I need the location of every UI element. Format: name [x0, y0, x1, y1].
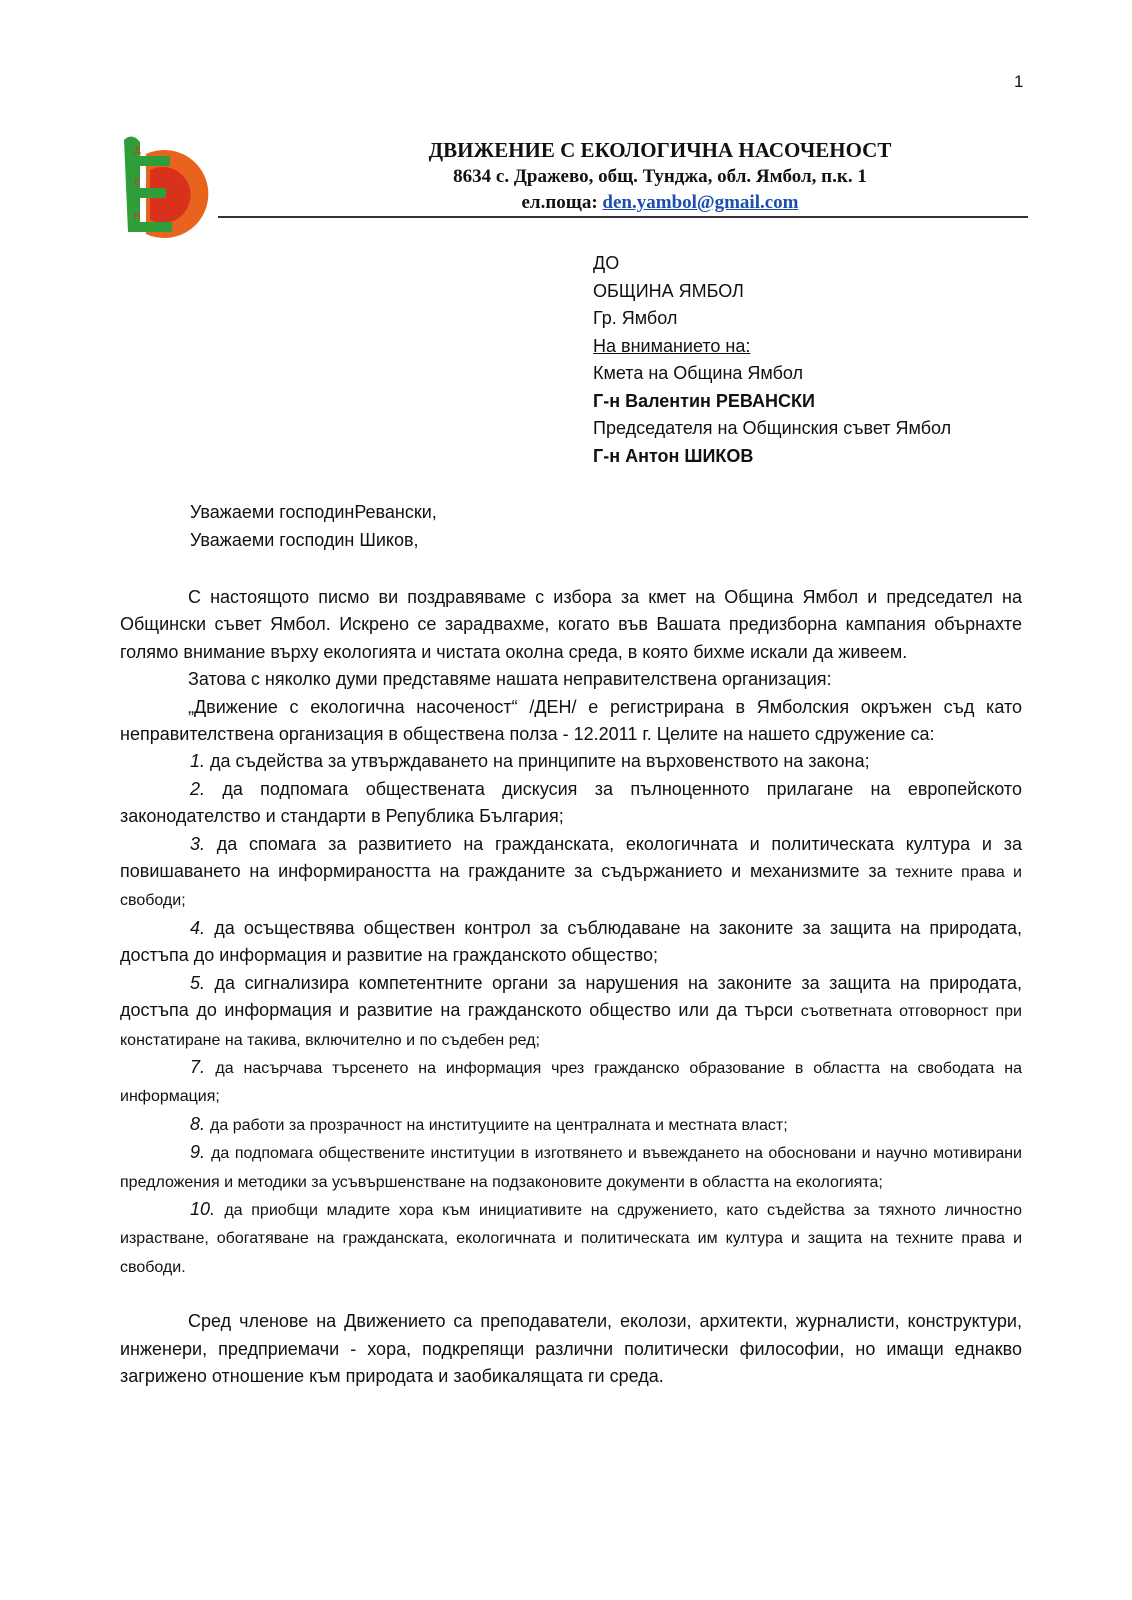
goal-text: да насърчава търсенето на информация чрез гражданско образование в областта на свободата на информация;	[120, 1059, 1022, 1106]
letterhead	[218, 136, 1028, 216]
organization-address: 8634 с. Дражево, общ. Тунджа, обл. Ямбол, п.к. 1	[453, 166, 867, 187]
registration-paragraph: „Движение с екологична насоченост“ /ДЕН/ е регистрирана в Ямболския окръжен съд като неправителствена организация в обществена полза - 12.2011 г. Целите на нашето сдружение са:	[120, 696, 1022, 745]
logo-letter-n: Н	[134, 212, 141, 222]
salutation-line: Уважаеми господин Шиков,	[190, 530, 419, 550]
recipient-chair-name: Г-н Антон ШИКОВ	[593, 445, 754, 466]
goal-item	[120, 915, 1022, 970]
goal-text: да подпомага обществената дискусия за пълноценното прилагане на европейското законодателство и стандарти в Република България;	[120, 778, 1022, 827]
goal-number: 2.	[190, 778, 206, 799]
recipient-city: Гр. Ямбол	[593, 308, 678, 328]
goal-item	[120, 970, 1022, 1054]
goal-text: да подпомага обществените институции в изготвянето и въвеждането на обосновани и научно мотивирани предложения и методики за усъвършенстване на подзаконовите документи в областта на екологията;	[120, 1145, 1022, 1191]
goal-item	[120, 748, 1022, 775]
goal-text: да спомага за развитието на гражданската, екологичната и политическата култура и за повишаването на информираността на гражданите за съдържанието и механизмите за	[120, 833, 1022, 882]
goal-item	[120, 776, 1022, 831]
recipient-to: ДО	[593, 253, 620, 273]
goal-item	[120, 1196, 1022, 1281]
goal-item	[120, 831, 1022, 915]
letter-body	[120, 584, 1022, 1390]
recipient-mayor-title: Кмета на Община Ямбол	[593, 363, 804, 383]
logo-letter-d: Д	[134, 146, 142, 156]
goal-number: 3.	[190, 833, 206, 854]
presenting-paragraph: Затова с няколко думи представяме нашата неправителствена организация:	[188, 669, 832, 690]
goal-text: техните права и свободи;	[120, 864, 1022, 910]
goal-number: 5.	[190, 972, 206, 993]
salutation-block	[190, 498, 437, 554]
recipient-mayor-name: Г-н Валентин РЕВАНСКИ	[593, 390, 815, 411]
goal-number: 4.	[190, 917, 206, 938]
goal-number: 10.	[190, 1198, 216, 1219]
goal-text: да сигнализира компетентните органи за нарушения на законите за защита на природата, достъпа до информация и развитие на гражданското общество или да търси	[120, 972, 1022, 1021]
goal-item	[120, 1054, 1022, 1111]
recipient-chair-title: Председателя на Общинския съвет Ямбол	[593, 418, 952, 438]
paragraph-gap	[120, 1281, 1022, 1308]
goal-text: да съдейства за утвърждаването на принципите на върховенството на закона;	[210, 751, 870, 772]
goal-number: 8.	[190, 1113, 206, 1134]
goal-item	[120, 1139, 1022, 1196]
organization-name: ДВИЖЕНИЕ С ЕКОЛОГИЧНА НАСОЧЕНОСТ	[428, 138, 892, 162]
goal-text: да приобщи младите хора към инициативите на сдружението, като съдейства за тяхното личностно израстване, обогатяване на гражданската, екологичната и политическата им култура и защита на техните права и свободи.	[120, 1201, 1022, 1276]
page-number: 1	[1014, 72, 1024, 91]
members-paragraph: Сред членове на Движението са преподаватели, еколози, архитекти, журналисти, конструктури, инженери, предприемачи - хора, подкрепящи различни политически философии, но имащи еднакво загрижено отношение към природата и заобикалящата ги среда.	[120, 1311, 1022, 1386]
goal-text: да работи за прозрачност на институциите на централната и местната власт;	[210, 1116, 788, 1134]
goal-item	[120, 1111, 1022, 1139]
goal-number: 7.	[190, 1056, 206, 1077]
email-label: ел.поща:	[521, 192, 598, 213]
goal-text: да осъществява обществен контрол за съблюдаване на законите за защита на природата, достъпа до информация и развитие на гражданското общество;	[120, 917, 1022, 966]
goals-list	[120, 748, 1022, 1281]
email-link[interactable]: den.yambol@gmail.com	[602, 192, 799, 213]
recipient-attention: На вниманието на:	[593, 335, 751, 356]
goal-number: 9.	[190, 1142, 206, 1163]
recipient-org: ОБЩИНА ЯМБОЛ	[593, 280, 744, 301]
logo-letter-e: Е	[134, 178, 140, 188]
organization-logo	[110, 126, 210, 246]
intro-paragraph: С настоящото писмо ви поздравяваме с избора за кмет на Община Ямбол и председател на Общински съвет Ямбол. Искрено се зарадвахме, когато във Вашата предизборна кампания обърнахте голямо внимание върху екологията и чистата околна среда, в която бихме искали да живеем.	[120, 587, 1022, 662]
goal-text: съответната отговорност при констатиране на такива, включително и по съдебен ред;	[120, 1003, 1022, 1049]
recipient-block	[593, 250, 951, 470]
header-divider	[218, 216, 1028, 218]
email-line	[218, 190, 1028, 216]
salutation-line: Уважаеми господинРевански,	[190, 502, 437, 522]
goal-number: 1.	[190, 751, 206, 772]
